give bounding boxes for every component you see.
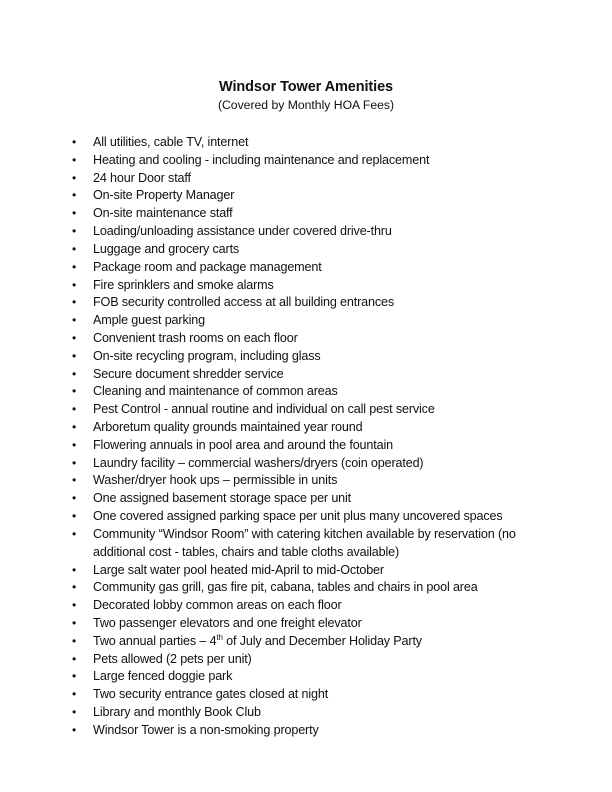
bullet-icon: •: [72, 206, 77, 221]
amenity-text: Large fenced doggie park: [93, 669, 233, 684]
amenity-item: [0, 312, 612, 330]
amenity-text: Large salt water pool heated mid-April to mid-October: [93, 562, 384, 577]
amenity-item: [0, 615, 612, 633]
amenity-item: [0, 686, 612, 704]
amenity-text: Community “Windsor Room” with catering kitchen available by reservation (no additional cost - tables, chairs and table cloths available): [93, 526, 516, 559]
bullet-icon: •: [72, 241, 77, 256]
amenity-item: [0, 651, 612, 669]
amenity-text: Cleaning and maintenance of common areas: [93, 384, 338, 399]
bullet-icon: •: [72, 473, 77, 488]
amenity-item: [0, 259, 612, 277]
bullet-icon: •: [72, 259, 77, 274]
bullet-icon: •: [72, 224, 77, 239]
amenity-text: Two annual parties – 4: [93, 633, 217, 648]
amenity-item: [0, 633, 612, 651]
amenity-item: [0, 187, 612, 205]
amenity-item: [0, 366, 612, 384]
amenity-text: Pest Control - annual routine and individual on call pest service: [93, 402, 435, 417]
amenity-text: Arboretum quality grounds maintained year round: [93, 420, 363, 434]
amenity-item: [0, 722, 612, 740]
amenity-item: [0, 455, 612, 473]
amenity-text: Package room and package management: [93, 259, 322, 274]
amenity-text: Ample guest parking: [93, 313, 205, 328]
amenity-item: [0, 419, 612, 437]
amenities-list: [0, 134, 612, 740]
bullet-icon: •: [72, 135, 77, 149]
bullet-icon: •: [72, 598, 77, 613]
amenity-text: On-site maintenance staff: [93, 206, 233, 221]
bullet-icon: •: [72, 170, 77, 185]
amenity-item: [0, 668, 612, 686]
bullet-icon: •: [72, 295, 77, 310]
amenity-item: [0, 472, 612, 490]
amenity-item: [0, 170, 612, 188]
amenity-text: Two passenger elevators and one freight elevator: [93, 615, 362, 630]
amenity-item: [0, 383, 612, 401]
bullet-icon: •: [72, 277, 77, 292]
amenity-item: [0, 277, 612, 295]
amenity-text: FOB security controlled access at all building entrances: [93, 295, 394, 310]
amenity-text: One assigned basement storage space per unit: [93, 491, 352, 506]
bullet-icon: •: [72, 384, 77, 399]
bullet-icon: •: [72, 669, 77, 684]
bullet-icon: •: [72, 313, 77, 328]
bullet-icon: •: [72, 330, 77, 345]
amenity-item: [0, 152, 612, 170]
amenity-item: [0, 597, 612, 615]
amenity-text: On-site recycling program, including glass: [93, 348, 321, 363]
bullet-icon: •: [72, 402, 77, 417]
bullet-icon: •: [72, 580, 77, 595]
bullet-icon: •: [72, 491, 77, 506]
bullet-icon: •: [72, 633, 77, 648]
amenity-text: Fire sprinklers and smoke alarms: [93, 277, 274, 292]
bullet-icon: •: [72, 687, 77, 702]
amenity-item: [0, 508, 612, 526]
amenity-text: One covered assigned parking space per unit plus many uncovered spaces: [93, 509, 503, 524]
bullet-icon: •: [72, 509, 77, 524]
bullet-icon: •: [72, 455, 77, 470]
amenity-text: Community gas grill, gas fire pit, cabana, tables and chairs in pool area: [93, 580, 478, 595]
amenity-text: Secure document shredder service: [93, 366, 284, 381]
amenity-item: [0, 223, 612, 241]
ordinal-superscript: th: [216, 632, 223, 642]
amenity-item: [0, 241, 612, 259]
amenity-text: On-site Property Manager: [93, 188, 235, 203]
amenity-item: [0, 704, 612, 722]
amenity-text: Two security entrance gates closed at night: [93, 687, 329, 702]
bullet-icon: •: [72, 705, 77, 719]
amenity-text: Washer/dryer hook ups – permissible in units: [93, 473, 338, 488]
amenity-item: [0, 579, 612, 597]
bullet-icon: •: [72, 366, 77, 381]
amenity-item: [0, 294, 612, 312]
amenity-text: of July and December Holiday Party: [222, 633, 422, 648]
bullet-icon: •: [72, 615, 77, 630]
amenity-item: [0, 134, 612, 152]
bullet-icon: •: [72, 526, 77, 541]
amenity-item: [0, 490, 612, 508]
bullet-icon: •: [72, 188, 77, 203]
amenity-text: All utilities, cable TV, internet: [93, 135, 249, 149]
amenity-text: Flowering annuals in pool area and around the fountain: [93, 437, 393, 452]
bullet-icon: •: [72, 437, 77, 452]
amenity-text: Pets allowed (2 pets per unit): [93, 651, 252, 666]
amenity-item: [0, 348, 612, 366]
bullet-icon: •: [72, 651, 77, 666]
amenity-item: [0, 330, 612, 348]
amenity-text: Heating and cooling - including maintenance and replacement: [93, 152, 430, 167]
bullet-icon: •: [72, 562, 77, 577]
document-title: Windsor Tower Amenities: [218, 79, 393, 95]
bullet-icon: •: [72, 152, 77, 167]
amenity-text: Luggage and grocery carts: [93, 241, 240, 256]
amenity-text: Decorated lobby common areas on each floor: [93, 598, 342, 613]
bullet-icon: •: [72, 348, 77, 363]
amenity-item: [0, 526, 612, 562]
document-subtitle: (Covered by Monthly HOA Fees): [217, 98, 395, 112]
bullet-icon: •: [72, 420, 77, 434]
amenity-text: Convenient trash rooms on each floor: [93, 330, 298, 345]
amenity-item: [0, 437, 612, 455]
amenity-text: Library and monthly Book Club: [93, 705, 261, 719]
amenity-item: [0, 205, 612, 223]
bullet-icon: •: [72, 722, 77, 737]
amenity-text: Windsor Tower is a non-smoking property: [93, 722, 319, 737]
amenity-text: Laundry facility – commercial washers/dryers (coin operated): [93, 455, 424, 470]
amenity-item: [0, 562, 612, 580]
amenity-text: 24 hour Door staff: [93, 170, 191, 185]
amenity-item: [0, 401, 612, 419]
amenity-text: Loading/unloading assistance under covered drive-thru: [93, 224, 392, 239]
